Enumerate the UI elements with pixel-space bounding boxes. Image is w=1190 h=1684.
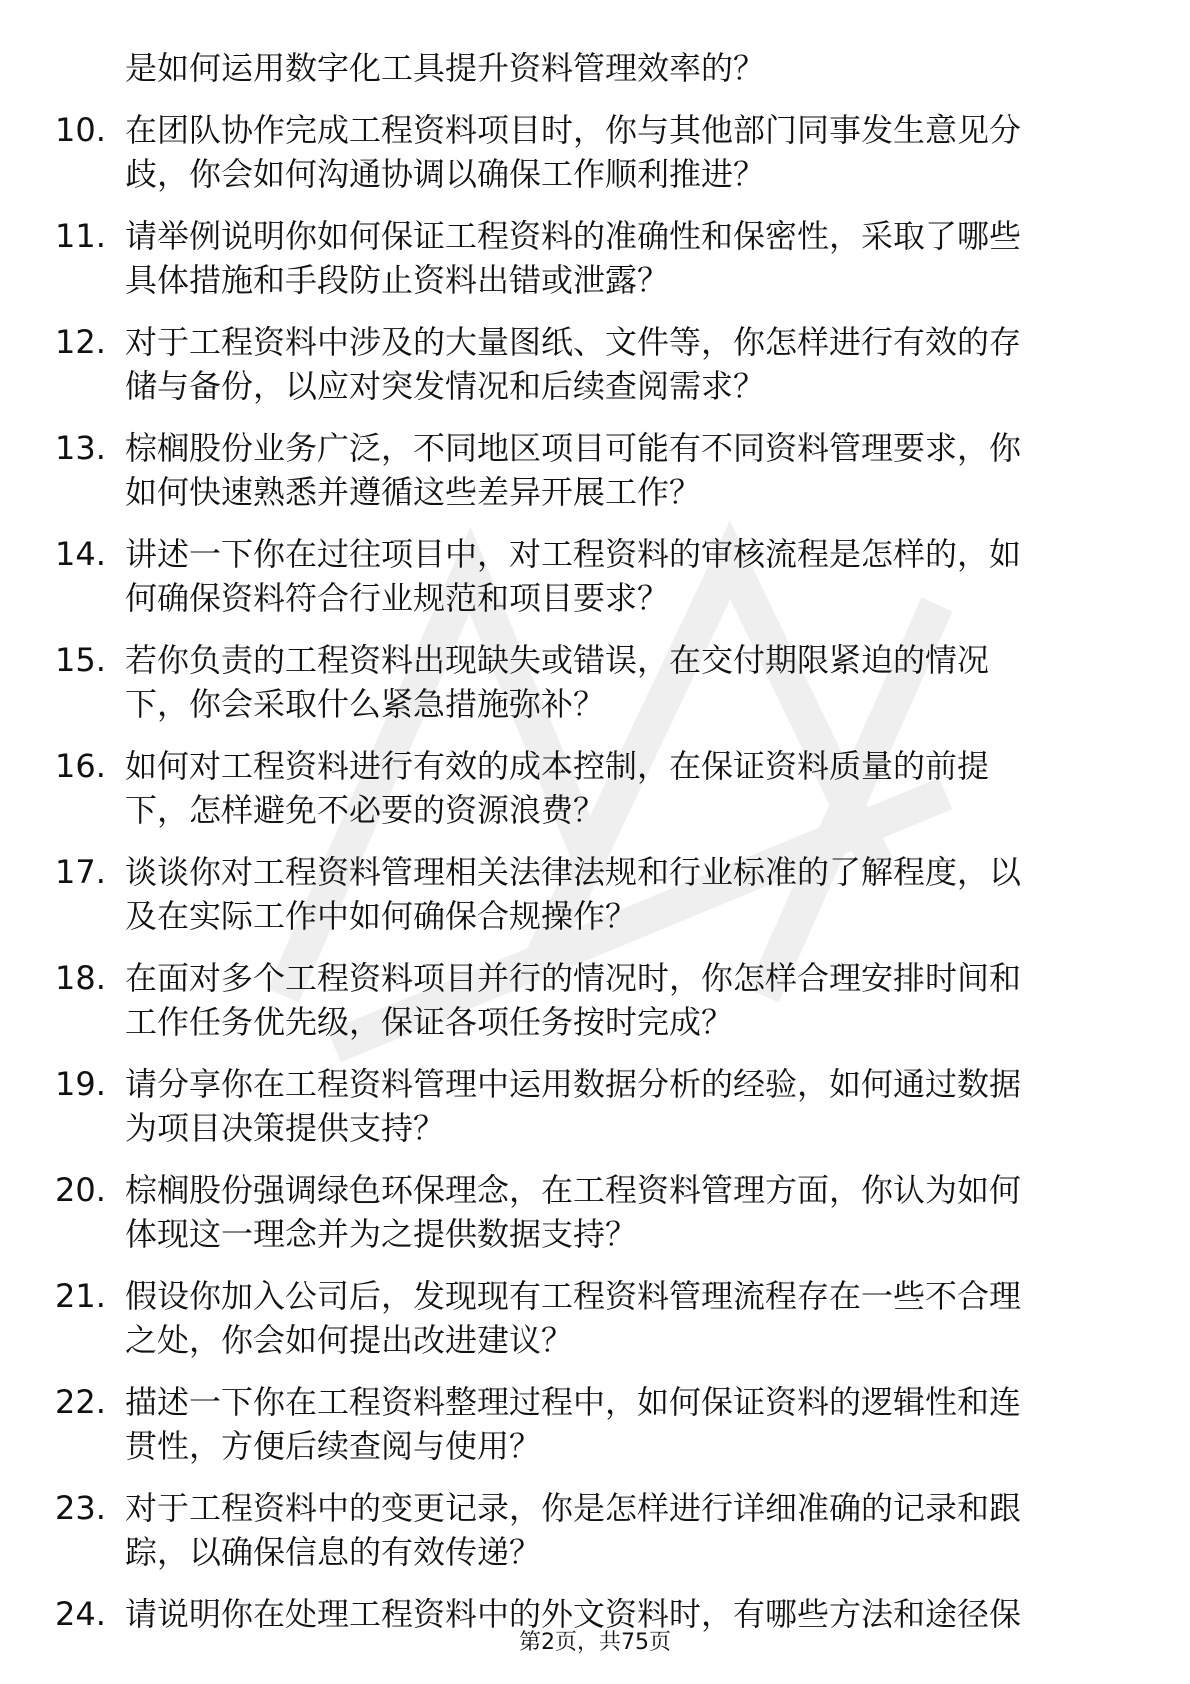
question-text-line: 请分享你在工程资料管理中运用数据分析的经验，如何通过数据 [125,1065,1022,1103]
question-number: 14. [55,535,106,573]
question-text-line: 储与备份，以应对突发情况和后续查阅需求？ [125,367,766,405]
question-item [55,638,1115,726]
question-number: 24. [55,1595,106,1633]
question-number: 12. [55,323,106,361]
question-text-line: 为项目决策提供支持？ [125,1109,446,1147]
question-text-line: 讲述一下你在过往项目中，对工程资料的审核流程是怎样的，如 [125,535,1022,573]
question-item [55,744,1115,832]
question-text-line: 描述一下你在工程资料整理过程中，如何保证资料的逻辑性和连 [125,1383,1022,1421]
question-text-line: 在团队协作完成工程资料项目时，你与其他部门同事发生意见分 [125,111,1022,149]
question-item [55,850,1115,938]
question-item [55,1274,1115,1362]
question-number: 16. [55,747,106,785]
question-item [55,108,1115,196]
question-text-line: 踪，以确保信息的有效传递？ [125,1533,542,1571]
question-item [55,956,1115,1044]
question-text-line: 如何对工程资料进行有效的成本控制，在保证资料质量的前提 [125,747,990,785]
question-number: 15. [55,641,106,679]
question-text-line: 工作任务优先级，保证各项任务按时完成？ [125,1003,734,1041]
question-item [55,1380,1115,1468]
question-text-line: 请举例说明你如何保证工程资料的准确性和保密性，采取了哪些 [125,217,1022,255]
question-text-line: 之处，你会如何提出改进建议？ [125,1321,574,1359]
question-number: 10. [55,111,106,149]
question-text-line: 假设你加入公司后，发现现有工程资料管理流程存在一些不合理 [125,1277,1022,1315]
question-text-line: 在面对多个工程资料项目并行的情况时，你怎样合理安排时间和 [125,959,1022,997]
continued-question-text: 是如何运用数字化工具提升资料管理效率的？ [125,49,766,87]
question-number: 21. [55,1277,106,1315]
question-text-line: 棕榈股份业务广泛，不同地区项目可能有不同资料管理要求，你 [125,429,1022,467]
question-text-line: 谈谈你对工程资料管理相关法律法规和行业标准的了解程度，以 [125,853,1022,891]
question-text-line: 及在实际工作中如何确保合规操作？ [125,897,638,935]
question-number: 22. [55,1383,106,1421]
question-text-line: 对于工程资料中的变更记录，你是怎样进行详细准确的记录和跟 [125,1489,1022,1527]
question-text-line: 下，怎样避免不必要的资源浪费？ [125,791,606,829]
question-item [55,1486,1115,1574]
question-item [55,426,1115,514]
question-text-line: 请说明你在处理工程资料中的外文资料时，有哪些方法和途径保 [125,1595,1022,1633]
question-number: 20. [55,1171,106,1209]
question-text-line: 棕榈股份强调绿色环保理念，在工程资料管理方面，你认为如何 [125,1171,1022,1209]
question-list [55,46,1115,1654]
question-item [55,532,1115,620]
question-text-line: 对于工程资料中涉及的大量图纸、文件等，你怎样进行有效的存 [125,323,1022,361]
question-number: 23. [55,1489,106,1527]
question-text-line: 如何快速熟悉并遵循这些差异开展工作？ [125,473,702,511]
question-number: 18. [55,959,106,997]
question-item [55,320,1115,408]
question-number: 11. [55,217,106,255]
page-number: 第2页，共75页 [519,1630,671,1655]
question-number: 13. [55,429,106,467]
question-number: 19. [55,1065,106,1103]
question-text-line: 贯性，方便后续查阅与使用？ [125,1427,542,1465]
question-item [55,1168,1115,1256]
question-text-line: 歧，你会如何沟通协调以确保工作顺利推进？ [125,155,766,193]
question-text-line: 何确保资料符合行业规范和项目要求？ [125,579,670,617]
question-text-line: 若你负责的工程资料出现缺失或错误，在交付期限紧迫的情况 [125,641,990,679]
question-number: 17. [55,853,106,891]
question-item [55,1062,1115,1150]
question-item [55,214,1115,302]
question-text-line: 下，你会采取什么紧急措施弥补？ [125,685,606,723]
question-items [55,108,1115,1636]
question-text-line: 体现这一理念并为之提供数据支持？ [125,1215,638,1253]
question-text-line: 具体措施和手段防止资料出错或泄露？ [125,261,670,299]
